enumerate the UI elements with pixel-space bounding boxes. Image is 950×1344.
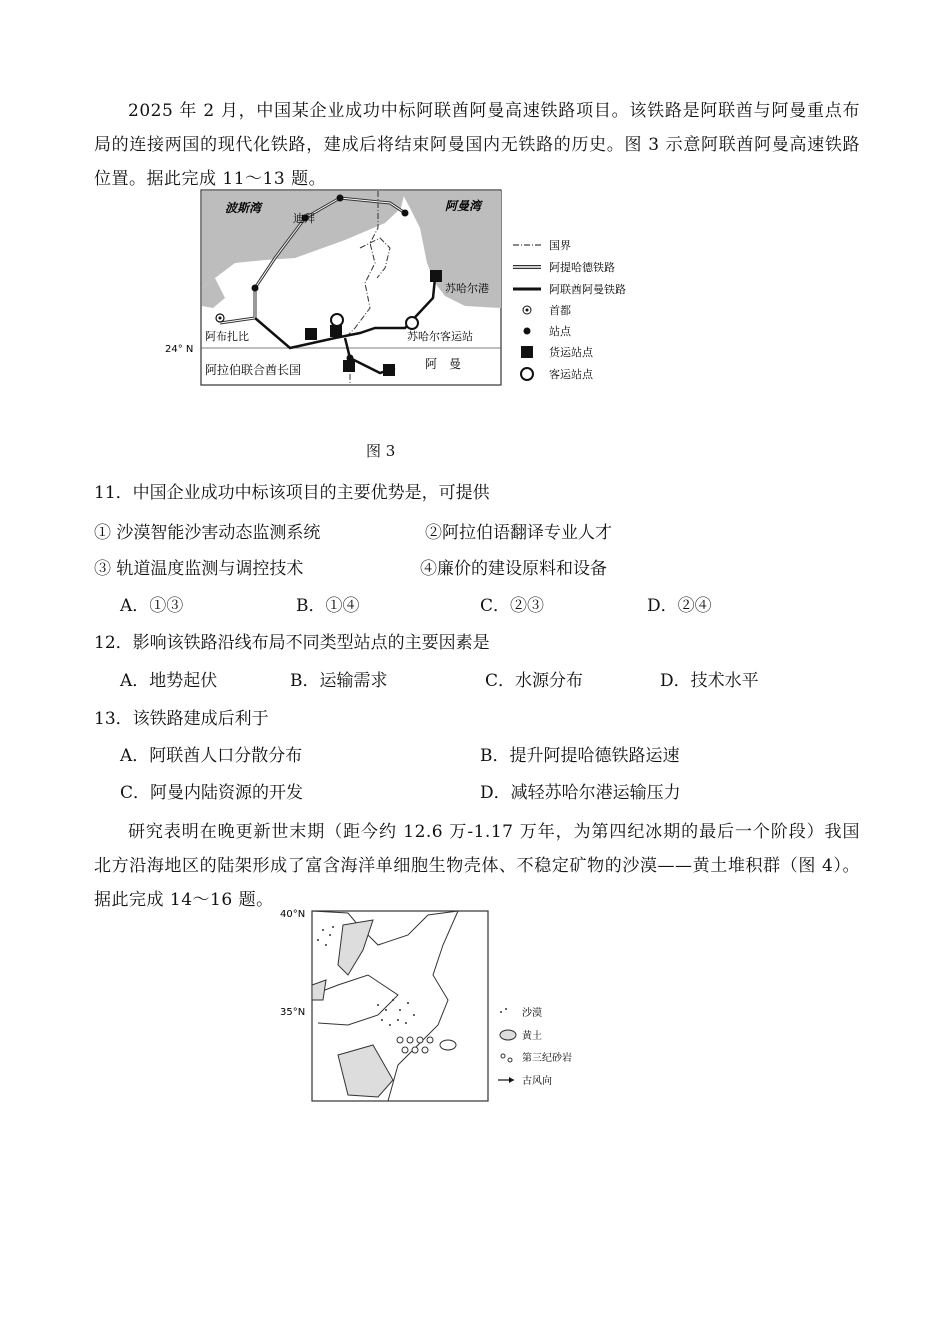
q11-option-b: B．①④: [296, 596, 360, 616]
q11-option-d: D．②④: [647, 596, 712, 616]
q11-option-c: C．②③: [480, 596, 545, 616]
freight-station: [343, 360, 355, 372]
uae-label: 阿拉伯联合酋长国: [205, 363, 302, 377]
passage-1: 2025 年 2 月，中国某企业成功中标阿联酋阿曼高速铁路项目。该铁路是阿联酋与阿曼重点布局的连接两国的现代化铁路，建成后将结束阿曼国内无铁路的历史。图 3 示意阿联酋阿曼高速铁路位置。据此完成 11～13 题。: [94, 101, 860, 189]
figure-4-map: [278, 905, 598, 1105]
freight-station: [305, 328, 317, 340]
passenger-station: [406, 317, 418, 329]
legend-wind: 古风向: [522, 1076, 552, 1087]
legend-loess: 黄土: [522, 1031, 542, 1042]
q12-option-b: B．运输需求: [290, 671, 388, 691]
legend-uae-oman: 阿联酋阿曼铁路: [549, 283, 626, 296]
figure-3-map: [165, 188, 645, 390]
q13-option-b: B．提升阿提哈德铁路运速: [480, 746, 680, 766]
question-13-stem: 13．该铁路建成后利于: [94, 709, 269, 729]
q11-item-3: ③ 轨道温度监测与调控技术: [94, 559, 304, 579]
q13-option-d: D．减轻苏哈尔港运输压力: [480, 783, 681, 803]
station-dot: [252, 285, 259, 292]
legend-border: 国界: [549, 239, 571, 252]
abudhabi-label: 阿布扎比: [205, 330, 249, 343]
q12-option-a: A．地势起伏: [120, 671, 218, 691]
dubai-label: 迪拜: [293, 212, 315, 225]
freight-station: [430, 270, 442, 282]
legend-freight: 货运站点: [549, 346, 593, 359]
legend-sandstone: 第三纪砂岩: [522, 1053, 572, 1064]
q11-item-1: ① 沙漠智能沙害动态监测系统: [94, 523, 321, 543]
passenger-station: [331, 314, 343, 326]
sohar-port-label: 苏哈尔港: [445, 282, 489, 295]
q11-item-4: ④廉价的建设原料和设备: [420, 559, 607, 579]
freight-station: [383, 364, 395, 376]
station-dot: [402, 210, 409, 217]
question-12-stem: 12．影响该铁路沿线布局不同类型站点的主要因素是: [94, 633, 490, 653]
q11-item-2: ②阿拉伯语翻译专业人才: [425, 523, 612, 543]
q13-option-c: C．阿曼内陆资源的开发: [120, 783, 304, 803]
legend-station: 站点: [549, 325, 571, 338]
q12-option-d: D．技术水平: [660, 671, 759, 691]
map-frame: [312, 911, 488, 1101]
passage-2: 研究表明在晚更新世末期（距今约 12.6 万-1.17 万年，为第四纪冰期的最后一个阶段）我国北方沿海地区的陆架形成了富含海洋单细胞生物壳体、不稳定矿物的沙漠——黄土堆积群（图 4）。据此完成 14～16 题。: [94, 822, 860, 910]
lat-40n-label: 40°N: [280, 909, 306, 920]
legend-capital: 首都: [549, 304, 571, 317]
q12-option-c: C．水源分布: [485, 671, 584, 691]
station-dot: [337, 195, 344, 202]
sohar-station-label: 苏哈尔客运站: [407, 330, 473, 343]
lat-35n-label: 35°N: [280, 1007, 306, 1018]
lat-24n-label: 24° N: [165, 344, 194, 355]
q13-option-a: A．阿联酋人口分散分布: [120, 746, 303, 766]
legend-passenger: 客运站点: [549, 368, 593, 381]
persian-gulf-label: 波斯湾: [225, 201, 262, 215]
question-11-stem: 11．中国企业成功中标该项目的主要优势是，可提供: [94, 483, 490, 503]
legend-etihad: 阿提哈德铁路: [549, 261, 615, 274]
gulf-of-oman-label: 阿曼湾: [445, 199, 482, 213]
q11-option-a: A．①③: [120, 596, 184, 616]
figure-3-caption: 图 3: [366, 442, 396, 460]
legend-desert: 沙漠: [522, 1008, 542, 1019]
oman-label: 阿 曼: [425, 357, 462, 371]
